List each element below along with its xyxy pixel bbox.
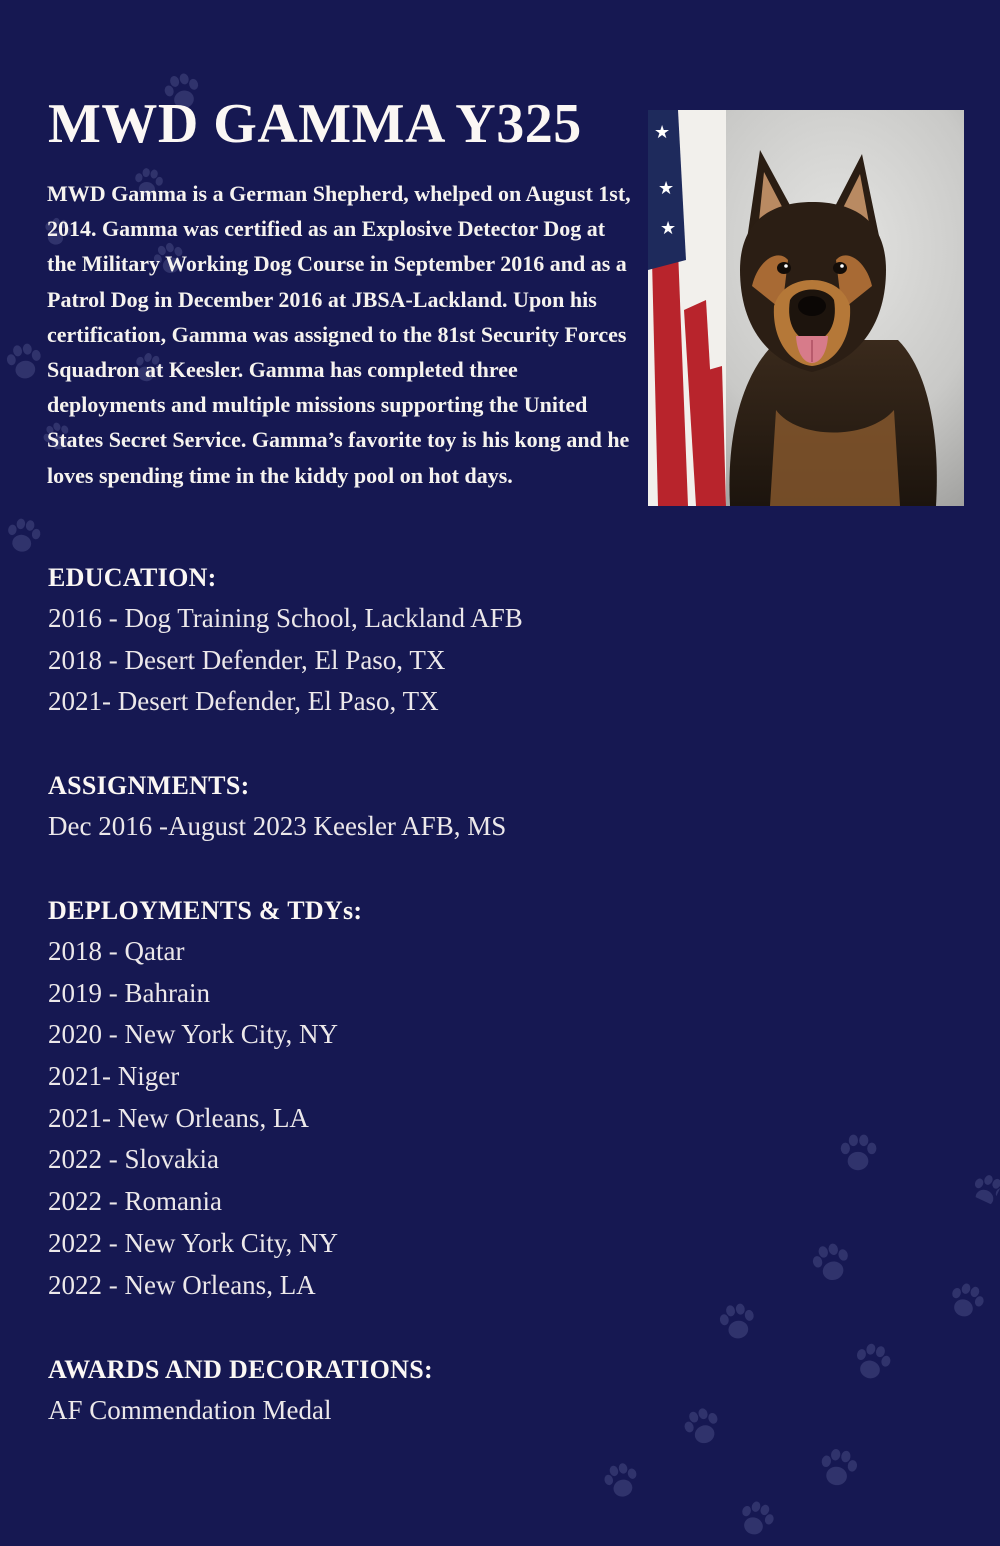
list-item: 2020 - New York City, NY: [48, 1019, 339, 1050]
list-item: 2016 - Dog Training School, Lackland AFB: [48, 603, 523, 633]
bio-paragraph: MWD Gamma is a German Shepherd, whelped on August 1st, 2014. Gamma was certified as an Explosive Detector Dog at the Military Working Dog Course in September 2016 and as a Patrol Dog in December 2016 at JBSA-Lackland. Upon his certification, Gamma was assigned to the 81st Security Forces Squadron at Keesler. Gamma has completed three deployments and multiple missions supporting the United States Secret Service. Gamma’s favorite toy is his kong and he loves spending time in the kiddy pool on hot days.: [47, 181, 631, 488]
assignments-heading: ASSIGNMENTS:: [48, 771, 250, 800]
list-item: Dec 2016 -August 2023 Keesler AFB, MS: [48, 811, 507, 841]
education-section: [48, 557, 928, 723]
paw-print-icon: [939, 1274, 993, 1328]
list-item: AF Commendation Medal: [48, 1395, 332, 1425]
awards-heading: AWARDS AND DECORATIONS:: [48, 1355, 433, 1384]
dog-photo: [648, 110, 964, 506]
deployments-list: [48, 931, 928, 1306]
svg-text:★: ★: [660, 218, 677, 239]
education-heading: EDUCATION:: [48, 563, 217, 592]
list-item: 2018 - Desert Defender, El Paso, TX: [48, 644, 446, 675]
paw-print-icon: [0, 512, 47, 561]
deployments-section: [48, 890, 928, 1306]
american-flag-icon: [648, 110, 726, 506]
list-item: 2022 - New Orleans, LA: [48, 1269, 316, 1300]
list-item: 2021- Niger: [48, 1061, 180, 1092]
list-item: 2022 - Romania: [48, 1186, 222, 1217]
paw-print-icon: [595, 1455, 646, 1506]
list-item: 2019 - Bahrain: [48, 977, 210, 1008]
awards-section: [48, 1349, 928, 1432]
list-item: 2022 - New York City, NY: [48, 1227, 339, 1258]
awards-list: [48, 1390, 928, 1432]
list-item: 2021- Desert Defender, El Paso, TX: [48, 686, 439, 717]
education-list: [48, 598, 928, 723]
deployments-heading: DEPLOYMENTS & TDYs:: [48, 896, 363, 925]
paw-print-icon: [729, 1492, 783, 1546]
list-item: 2018 - Qatar: [48, 936, 185, 966]
svg-text:★: ★: [654, 122, 671, 143]
list-item: 2022 - Slovakia: [48, 1144, 219, 1175]
assignments-section: [48, 765, 928, 848]
svg-text:★: ★: [658, 178, 675, 199]
page-title: MWD GAMMA Y325: [48, 93, 582, 155]
paw-print-icon: [811, 1441, 864, 1494]
paw-print-icon: [0, 337, 49, 388]
assignments-list: [48, 806, 928, 848]
paw-print-icon: [965, 1165, 1000, 1205]
list-item: 2021- New Orleans, LA: [48, 1102, 309, 1133]
